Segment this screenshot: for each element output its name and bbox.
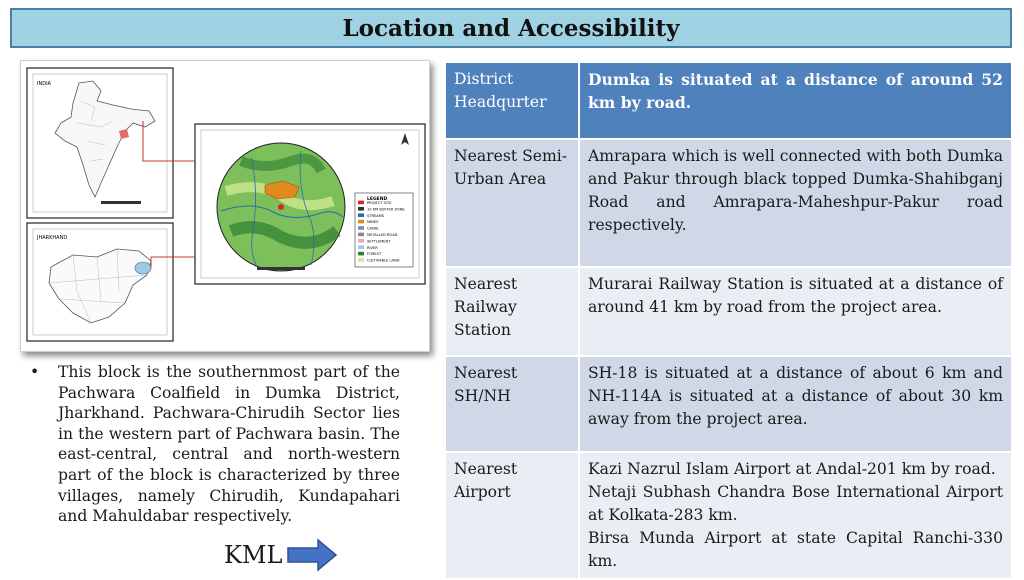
bullet-marker: • [30, 363, 40, 381]
legend-label: STREAMS [367, 213, 385, 218]
legend-swatch [358, 220, 364, 224]
legend-swatch [358, 233, 364, 237]
jharkhand-inset-label: JHARKHAND [37, 235, 68, 241]
table-row [445, 62, 1012, 139]
legend-swatch [358, 226, 364, 230]
accessibility-table [444, 61, 1013, 580]
legend-title: LEGEND [367, 197, 388, 202]
airport-line: Kazi Nazrul Islam Airport at Andal-201 km by road. [588, 460, 996, 478]
jharkhand-inset-map [27, 223, 173, 341]
row-value: Murarai Railway Station is situated at a distance of around 41 km by road from the project area. [579, 267, 1012, 356]
legend-swatch [358, 213, 364, 217]
legend-label: CULTIVABLE LAND [367, 258, 400, 263]
legend-swatch [358, 207, 364, 211]
table-row [445, 356, 1012, 452]
legend-label: 10 KM BUFFER ZONE [367, 207, 405, 212]
description-text: This block is the southernmost part of the Pachwara Coalfield in Dumka District, Jharkhand. Pachwara-Chirudih Sector lies in the western part of Pachwara basin. The east-central, central and north-western part of the block is characterized by three villages, namely Chirudih, Kundapahari and Mahuldabar respectively. [58, 363, 400, 526]
kml-label[interactable]: KML [224, 541, 283, 569]
row-key: Nearest Railway Station [445, 267, 579, 356]
airport-line: Birsa Munda Airport at state Capital Ranchi-330 km. [588, 529, 1003, 570]
legend-label: MINES [367, 220, 379, 225]
india-inset-map [27, 68, 173, 218]
legend-swatch [358, 252, 364, 256]
legend-swatch [358, 245, 364, 249]
table-row [445, 139, 1012, 267]
legend-label: SETTLEMENT [367, 239, 391, 244]
page-title: Location and Accessibility [342, 14, 680, 42]
row-key: District Headqurter [445, 62, 579, 139]
location-map [20, 60, 430, 352]
legend-label: FOREST [367, 252, 382, 257]
title-bar [10, 8, 1012, 48]
row-value: Amrapara which is well connected with both Dumka and Pakur through black topped Dumka-Shahibganj Road and Amrapara-Maheshpur-Pakur road respectively. [579, 139, 1012, 267]
right-arrow-icon[interactable] [286, 538, 338, 572]
table-row [445, 452, 1012, 579]
airport-line: Netaji Subhash Chandra Bose International Airport at Kolkata-283 km. [588, 483, 1003, 524]
row-key: Nearest SH/NH [445, 356, 579, 452]
buffer-zone-map [195, 124, 425, 284]
legend-label: METALLED ROAD [367, 233, 398, 237]
row-value [579, 452, 1012, 579]
kml-link[interactable] [224, 538, 338, 572]
legend-swatch [358, 258, 364, 262]
legend-swatch [358, 239, 364, 243]
row-value: SH-18 is situated at a distance of about 6 km and NH-114A is situated at a distance of about 30 km away from the project area. [579, 356, 1012, 452]
india-inset-label: INDIA [37, 81, 51, 87]
table-row [445, 267, 1012, 356]
legend-swatch [358, 201, 364, 205]
description-bullet [30, 362, 400, 527]
location-map-graphic [21, 61, 429, 351]
row-key: Nearest Airport [445, 452, 579, 579]
legend-label: PROJECT SITE [367, 201, 392, 205]
legend-label: CANAL [367, 226, 380, 231]
row-key: Nearest Semi-Urban Area [445, 139, 579, 267]
legend-label: RIVER [367, 245, 378, 250]
row-value: Dumka is situated at a distance of around 52 km by road. [579, 62, 1012, 139]
